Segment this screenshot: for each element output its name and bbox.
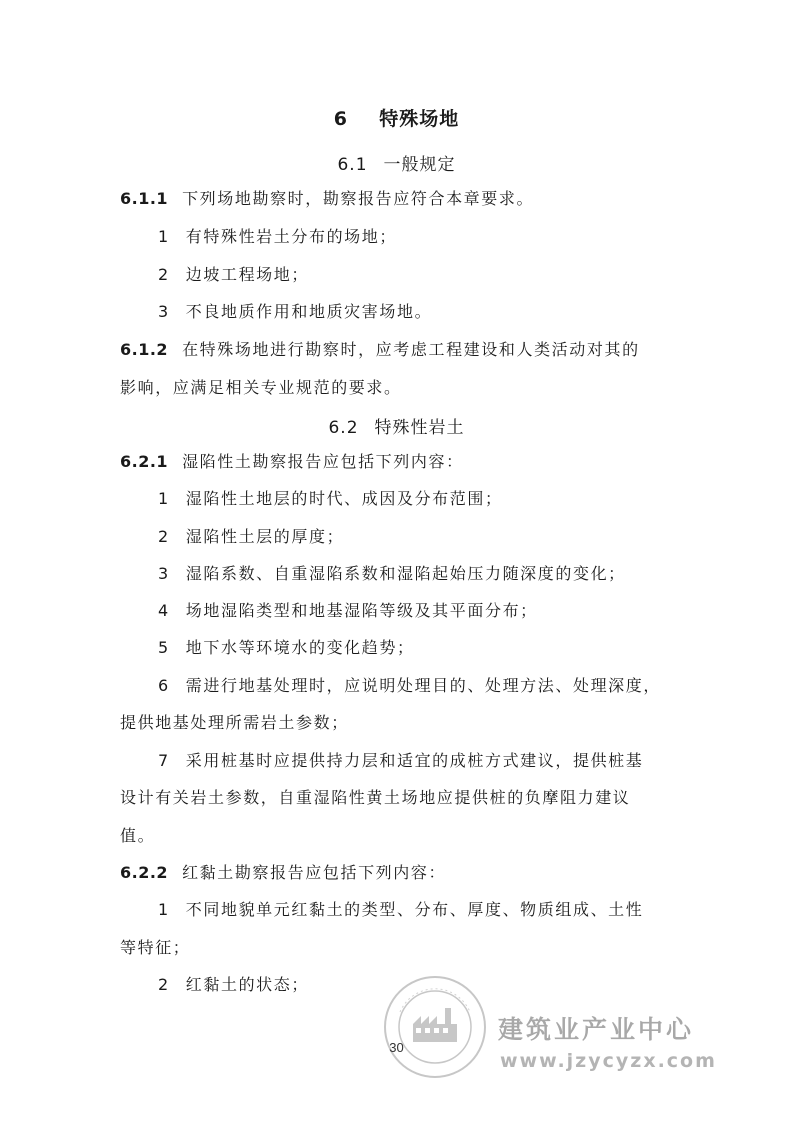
item-number: 1 xyxy=(158,227,170,246)
page-number: 30 xyxy=(389,1040,404,1055)
clause-text: 下列场地勘察时，勘察报告应符合本章要求。 xyxy=(182,189,535,208)
item-continuation xyxy=(120,937,190,959)
item-text: 红黏土的状态； xyxy=(185,975,309,994)
clause-6-1-1 xyxy=(120,188,534,210)
chapter-number: 6 xyxy=(333,108,348,130)
item-text: 需进行地基处理时，应说明处理目的、处理方法、处理深度， xyxy=(185,676,661,695)
item-text: 提供地基处理所需岩土参数； xyxy=(120,713,349,732)
item-text: 值。 xyxy=(120,826,156,845)
item-text: 采用桩基时应提供持力层和适宜的成桩方式建议，提供桩基 xyxy=(185,751,644,770)
item-text: 等特征； xyxy=(120,938,191,957)
item-text: 地下水等环境水的变化趋势； xyxy=(185,638,415,657)
clause-text: 红黏土勘察报告应包括下列内容： xyxy=(182,863,447,882)
item-text: 不良地质作用和地质灾害场地。 xyxy=(185,302,433,321)
list-item xyxy=(158,264,309,286)
clause-6-2-1 xyxy=(120,451,464,473)
list-item xyxy=(158,637,415,659)
list-item xyxy=(158,600,538,622)
item-text: 场地湿陷类型和地基湿陷等级及其平面分布； xyxy=(185,601,538,620)
clause-number: 6.2.2 xyxy=(120,863,169,882)
item-text: 湿陷性土地层的时代、成因及分布范围； xyxy=(185,489,503,508)
clause-number: 6.2.1 xyxy=(120,452,169,471)
item-text: 设计有关岩土参数，自重湿陷性黄土场地应提供桩的负摩阻力建议 xyxy=(120,788,631,807)
item-continuation xyxy=(120,787,630,809)
item-number: 2 xyxy=(158,527,170,546)
item-number: 3 xyxy=(158,302,170,321)
item-number: 2 xyxy=(158,975,170,994)
item-number: 6 xyxy=(158,676,170,695)
clause-text: 影响，应满足相关专业规范的要求。 xyxy=(120,378,402,397)
watermark-seal-icon xyxy=(380,972,490,1082)
watermark-name: 建筑业产业中心 xyxy=(498,1015,695,1044)
clause-continuation xyxy=(120,377,402,399)
section-title-6-1 xyxy=(0,150,793,175)
section-number: 6.2 xyxy=(328,418,359,438)
item-number: 2 xyxy=(158,265,170,284)
list-item xyxy=(158,563,626,585)
item-text: 边坡工程场地； xyxy=(185,265,309,284)
clause-number: 6.1.2 xyxy=(120,340,169,359)
list-item xyxy=(158,750,643,772)
item-number: 3 xyxy=(158,564,170,583)
item-number: 4 xyxy=(158,601,170,620)
item-continuation xyxy=(120,825,155,847)
list-item xyxy=(158,899,643,921)
item-number: 1 xyxy=(158,900,170,919)
list-item xyxy=(158,974,309,996)
watermark-url: www.jzycyzx.com xyxy=(500,1050,717,1072)
clause-6-1-2 xyxy=(120,339,640,361)
list-item xyxy=(158,226,397,248)
chapter-title xyxy=(0,104,793,131)
item-number: 1 xyxy=(158,489,170,508)
clause-number: 6.1.1 xyxy=(120,189,169,208)
clause-text: 在特殊场地进行勘察时，应考虑工程建设和人类活动对其的 xyxy=(182,340,640,359)
item-text: 湿陷系数、自重湿陷系数和湿陷起始压力随深度的变化； xyxy=(185,564,626,583)
section-title-6-2 xyxy=(0,413,793,438)
section-name: 特殊性岩土 xyxy=(374,418,465,438)
section-name: 一般规定 xyxy=(383,155,456,175)
list-item xyxy=(158,526,344,548)
item-text: 湿陷性土层的厚度； xyxy=(185,527,345,546)
chapter-name: 特殊场地 xyxy=(379,108,460,130)
item-text: 不同地貌单元红黏土的类型、分布、厚度、物质组成、土性 xyxy=(185,900,644,919)
list-item xyxy=(158,301,432,323)
section-number: 6.1 xyxy=(337,155,368,175)
clause-6-2-2 xyxy=(120,862,446,884)
clause-text: 湿陷性土勘察报告应包括下列内容： xyxy=(182,452,464,471)
list-item xyxy=(158,488,503,510)
watermark xyxy=(378,980,718,1080)
item-number: 5 xyxy=(158,638,170,657)
item-continuation xyxy=(120,712,349,734)
item-number: 7 xyxy=(158,751,170,770)
list-item xyxy=(158,675,661,697)
item-text: 有特殊性岩土分布的场地； xyxy=(185,227,397,246)
